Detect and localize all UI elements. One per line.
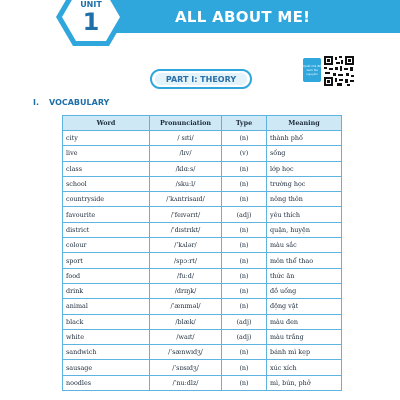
cell-word: sport	[63, 253, 150, 268]
cell-meaning: động vật	[267, 299, 342, 314]
qr-code-icon[interactable]	[323, 55, 355, 87]
section-title: VOCABULARY	[49, 98, 110, 107]
cell-pronunciation: /lɪv/	[150, 146, 222, 161]
part-label: PART I: THEORY	[155, 73, 247, 85]
cell-pronunciation: /skuːl/	[150, 176, 222, 191]
cell-type: (n)	[222, 131, 267, 146]
table-header-row	[63, 116, 342, 131]
header-pronunciation: Pronunciation	[150, 116, 222, 131]
cell-word: city	[63, 131, 150, 146]
section-heading	[33, 98, 109, 107]
table-row	[63, 238, 342, 253]
header-type: Type	[222, 116, 267, 131]
cell-word: noodles	[63, 375, 150, 390]
cell-word: sandwich	[63, 345, 150, 360]
cell-type: (n)	[222, 176, 267, 191]
cell-meaning: trường học	[267, 176, 342, 191]
cell-type: (n)	[222, 222, 267, 237]
cell-meaning: thành phố	[267, 131, 342, 146]
unit-number: 1	[82, 8, 100, 36]
table-row	[63, 253, 342, 268]
table-row	[63, 161, 342, 176]
cell-type: (adj)	[222, 314, 267, 329]
cell-word: food	[63, 268, 150, 283]
header-meaning: Meaning	[267, 116, 342, 131]
cell-word: district	[63, 222, 150, 237]
cell-meaning: sống	[267, 146, 342, 161]
section-number: I.	[33, 98, 40, 107]
cell-type: (n)	[222, 238, 267, 253]
table-row	[63, 207, 342, 222]
cell-pronunciation: /ˈnuːdlz/	[150, 375, 222, 390]
unit-label: UNIT	[80, 0, 102, 9]
cell-pronunciation: /ˈkʌntrisaɪd/	[150, 192, 222, 207]
table-row	[63, 360, 342, 375]
table-row	[63, 146, 342, 161]
cell-meaning: lớp học	[267, 161, 342, 176]
table-row	[63, 283, 342, 298]
table-row	[63, 222, 342, 237]
cell-pronunciation: /ˈdɪstrɪkt/	[150, 222, 222, 237]
unit-title: ALL ABOUT ME!	[175, 8, 311, 26]
cell-word: colour	[63, 238, 150, 253]
cell-type: (v)	[222, 146, 267, 161]
table-row	[63, 375, 342, 390]
cell-meaning: môn thể thao	[267, 253, 342, 268]
cell-word: sausage	[63, 360, 150, 375]
cell-word: white	[63, 329, 150, 344]
cell-pronunciation: /ˈænɪməl/	[150, 299, 222, 314]
cell-type: (n)	[222, 283, 267, 298]
cell-meaning: bánh mì kẹp	[267, 345, 342, 360]
cell-word: drink	[63, 283, 150, 298]
part-badge	[150, 69, 252, 89]
qr-caption: Quét mã để xem tài nguyên	[303, 58, 321, 82]
cell-type: (n)	[222, 268, 267, 283]
cell-pronunciation: /waɪt/	[150, 329, 222, 344]
cell-pronunciation: /fuːd/	[150, 268, 222, 283]
cell-type: (n)	[222, 161, 267, 176]
cell-type: (adj)	[222, 207, 267, 222]
table-row	[63, 192, 342, 207]
cell-pronunciation: /drɪŋk/	[150, 283, 222, 298]
header-word: Word	[63, 116, 150, 131]
table-row	[63, 299, 342, 314]
cell-pronunciation: /ˈsænwɪdʒ/	[150, 345, 222, 360]
cell-type: (n)	[222, 192, 267, 207]
cell-pronunciation: /ˈkʌlər/	[150, 238, 222, 253]
vocabulary-table	[62, 115, 342, 391]
cell-meaning: màu trắng	[267, 329, 342, 344]
cell-type: (n)	[222, 345, 267, 360]
unit-badge	[55, 0, 127, 48]
cell-meaning: màu đen	[267, 314, 342, 329]
table-row	[63, 131, 342, 146]
cell-meaning: đồ uống	[267, 283, 342, 298]
table-row	[63, 268, 342, 283]
cell-type: (n)	[222, 299, 267, 314]
cell-word: black	[63, 314, 150, 329]
cell-pronunciation: / sɪti/	[150, 131, 222, 146]
cell-word: animal	[63, 299, 150, 314]
table-row	[63, 345, 342, 360]
cell-pronunciation: /ˈfeɪvərɪt/	[150, 207, 222, 222]
cell-word: live	[63, 146, 150, 161]
cell-meaning: mì, bún, phở	[267, 375, 342, 390]
cell-type: (n)	[222, 360, 267, 375]
cell-pronunciation: /blæk/	[150, 314, 222, 329]
cell-word: favourite	[63, 207, 150, 222]
cell-meaning: yêu thích	[267, 207, 342, 222]
cell-pronunciation: /spɔːrt/	[150, 253, 222, 268]
cell-meaning: quận, huyện	[267, 222, 342, 237]
table-row	[63, 176, 342, 191]
cell-meaning: xúc xích	[267, 360, 342, 375]
cell-type: (n)	[222, 253, 267, 268]
cell-word: countryside	[63, 192, 150, 207]
table-row	[63, 329, 342, 344]
cell-word: class	[63, 161, 150, 176]
table-row	[63, 314, 342, 329]
cell-type: (adj)	[222, 329, 267, 344]
cell-word: school	[63, 176, 150, 191]
cell-pronunciation: /ˈsɒsɪdʒ/	[150, 360, 222, 375]
cell-meaning: nông thôn	[267, 192, 342, 207]
cell-pronunciation: /klɑːs/	[150, 161, 222, 176]
cell-type: (n)	[222, 375, 267, 390]
cell-meaning: màu sắc	[267, 238, 342, 253]
cell-meaning: thức ăn	[267, 268, 342, 283]
